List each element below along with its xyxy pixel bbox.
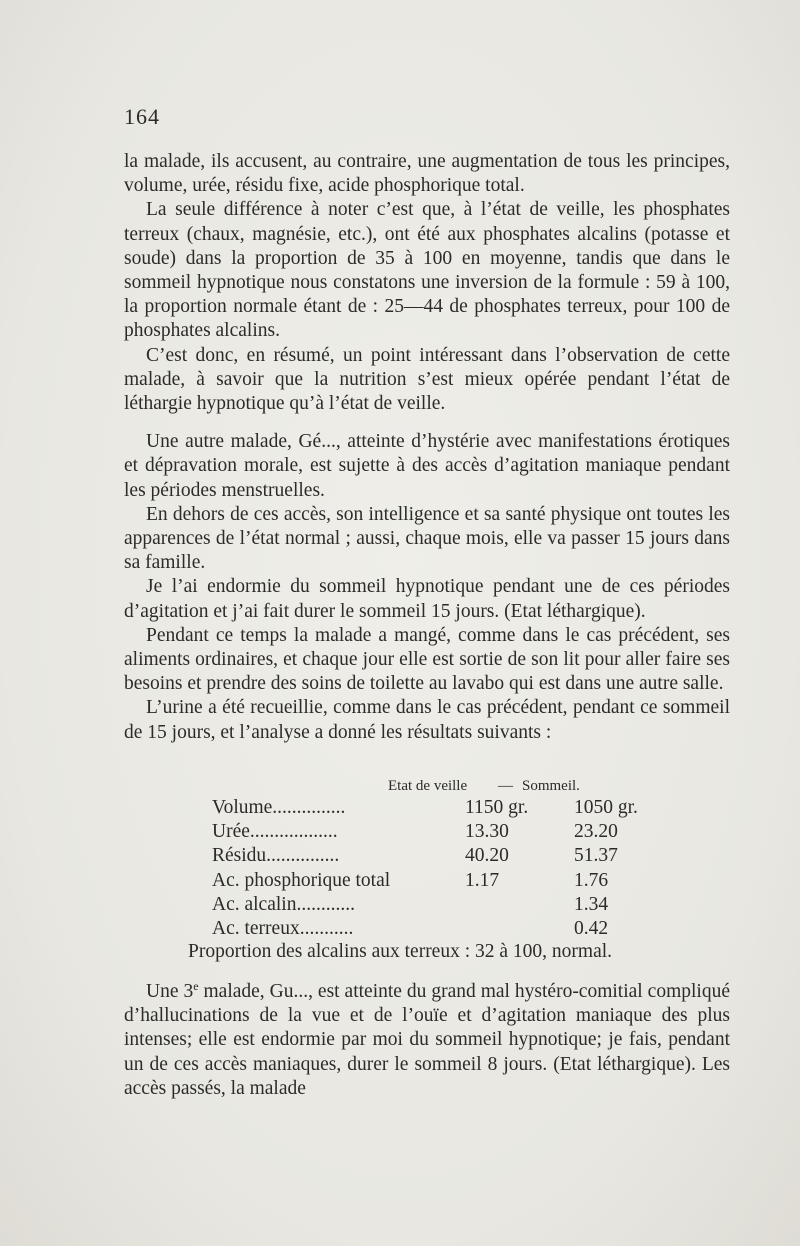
table-row	[124, 893, 730, 917]
row-label: Urée..................	[212, 821, 338, 843]
table-row	[124, 869, 730, 893]
table-header	[124, 770, 730, 796]
body-text-lower	[124, 980, 730, 1101]
body-text-upper	[124, 150, 730, 745]
paragraph-2: La seule différence à noter c’est que, à l’état de veille, les phosphates terreux (chaux, magnésie, etc.), ont été aux phosphates alcalins (potasse et soude) dans la proportion de 35 à 100 en moyenne, tandis que dans le sommeil hypnotique nous constatons une inversion de la formule : 59 à 100, la proportion normale étant de : 25—44 de phosphates terreux, pour 100 de phosphates alcalins.	[124, 199, 730, 342]
paragraph-9	[124, 980, 730, 1101]
paragraph-8: L’urine a été recueillie, comme dans le cas précédent, pendant ce sommeil de 15 jours, et l’analyse a donné les résultats suivants :	[124, 697, 730, 743]
row-veille: 13.30	[465, 821, 509, 843]
row-sommeil: 0.42	[574, 917, 609, 939]
paragraph-9-rest: malade, Gu..., est atteinte du grand mal hystéro-comitial compliqué d’hallucinations de la vue et de l’ouïe et d’agitation maniaque des plus intenses; elle est endormie par moi du sommeil hypnotique; je fais, pendant un de ces accès maniaques, durer le sommeil 8 jours. (Etat léthargique). Les accès passés, la malade	[124, 981, 730, 1099]
header-dash: —	[498, 778, 513, 794]
row-sommeil: 51.37	[574, 845, 618, 867]
row-veille: 1.17	[465, 869, 500, 891]
header-sommeil: Sommeil.	[522, 778, 580, 794]
ordinal-superscript: e	[193, 979, 199, 993]
proportion-line: Proportion des alcalins aux terreux : 32 à 100, normal.	[188, 941, 613, 962]
row-sommeil: 23.20	[574, 821, 618, 843]
row-label: Volume...............	[212, 797, 346, 818]
paragraph-5: En dehors de ces accès, son intelligence et sa santé physique ont toutes les apparences de l’état normal ; aussi, chaque mois, elle va passer 15 jours dans sa famille.	[124, 503, 730, 574]
table-row	[124, 820, 730, 844]
header-veille: Etat de veille	[388, 778, 468, 794]
paragraph-1: la malade, ils accusent, au contraire, une augmentation de tous les principes, volume, urée, résidu fixe, acide phosphorique total.	[124, 151, 730, 197]
row-label: Ac. phosphorique total	[212, 869, 391, 891]
row-label: Ac. terreux...........	[212, 917, 354, 939]
row-sommeil: 1.76	[574, 869, 609, 891]
row-sommeil: 1.34	[574, 893, 609, 915]
table-row	[124, 796, 730, 820]
row-veille: 40.20	[465, 845, 509, 867]
paragraph-6: Je l’ai endormie du sommeil hypnotique pendant une de ces périodes d’agitation et j’ai fait durer le sommeil 15 jours. (Etat léthargique).	[124, 576, 730, 622]
paragraph-4: Une autre malade, Gé..., atteinte d’hystérie avec manifestations érotiques et dépravation morale, est sujette à des accès d’agitation maniaque pendant les périodes menstruelles.	[124, 431, 730, 501]
table-row	[124, 917, 730, 941]
row-sommeil: 1050 gr.	[574, 797, 638, 818]
row-label: Ac. alcalin............	[212, 893, 355, 915]
page-number: 164	[124, 104, 160, 129]
row-veille: 1150 gr.	[465, 797, 529, 818]
row-label: Résidu...............	[212, 845, 340, 867]
urine-analysis-table	[124, 770, 730, 962]
paragraph-7: Pendant ce temps la malade a mangé, comme dans le cas précédent, ses aliments ordinaires, et chaque jour elle est sortie de son lit pour aller faire ses besoins et prendre des soins de toilette au lavabo qui est dans une autre salle.	[124, 624, 730, 695]
paragraph-3: C’est donc, en résumé, un point intéressant dans l’observation de cette malade, à savoir que la nutrition s’est mieux opérée pendant l’état de léthargie hypnotique qu’à l’état de veille.	[124, 344, 730, 415]
table-row	[124, 844, 730, 868]
paragraph-9-start: Une 3	[146, 981, 194, 1002]
